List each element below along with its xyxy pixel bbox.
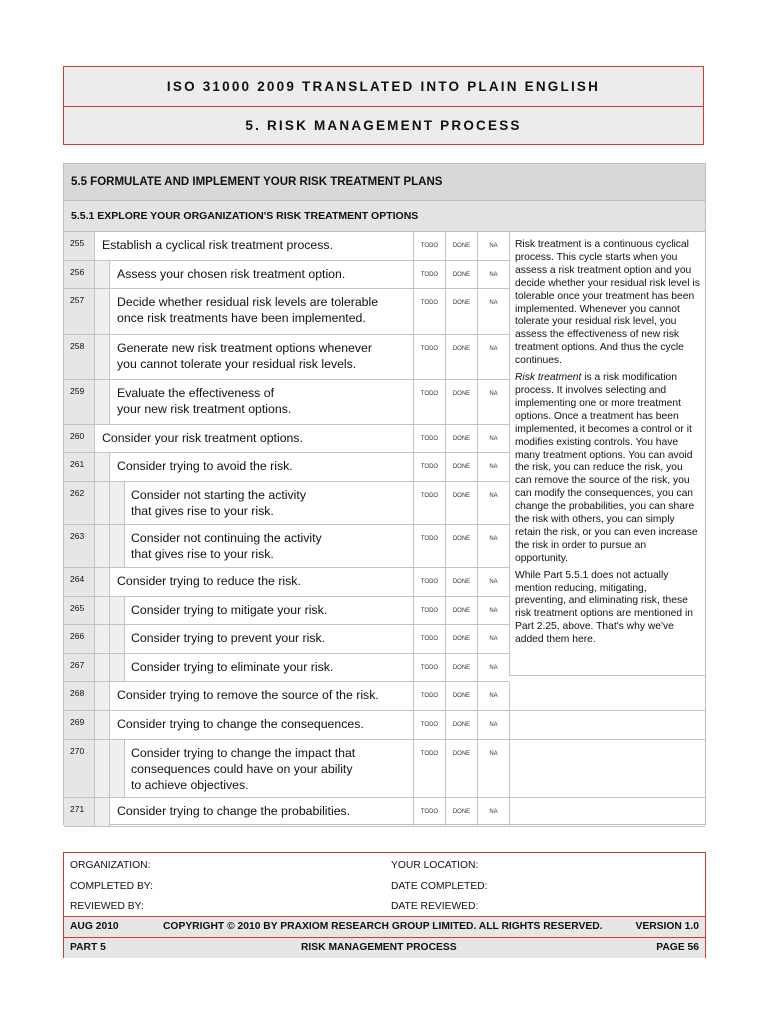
footer-part: PART 5 — [70, 942, 106, 953]
item-text: Consider not starting the activity that gives rise to your risk. — [131, 488, 306, 518]
indent-cell — [95, 740, 110, 797]
note-paragraph-3: While Part 5.5.1 does not actually mention reducing, mitigating, preventing, and eliminating risk, these risk treatment options are mentioned in Part 2.25, above. That's why we've added them here. — [515, 569, 693, 646]
checklist-row — [64, 625, 509, 654]
checklist-row — [64, 289, 509, 335]
completed-by-label: COMPLETED BY: — [70, 881, 153, 892]
date-completed-label: DATE COMPLETED: — [391, 881, 488, 892]
footer-version: VERSION 1.0 — [635, 921, 699, 932]
todo-checkbox[interactable]: TODO — [413, 380, 445, 424]
note-paragraph-1: Risk treatment is a continuous cyclical process. This cycle starts when you assess a risk treatment option and you decide whether your residual risk level is tolerable once your treatment has been implemented. Whenever you cannot tolerate your residual risk level, you assess the effectiveness of new risk treatment options. And thus the cycle continues. — [515, 239, 700, 367]
item-number: 268 — [64, 682, 95, 710]
explanatory-note — [509, 232, 705, 676]
indent-cell — [95, 261, 110, 288]
footer-copyright-bar — [64, 916, 705, 937]
item-text: Consider trying to mitigate your risk. — [131, 603, 328, 617]
na-checkbox[interactable]: NA — [477, 568, 509, 596]
na-checkbox[interactable]: NA — [477, 289, 509, 334]
done-checkbox[interactable]: DONE — [445, 482, 477, 524]
indent-cell — [95, 597, 110, 624]
item-text: Assess your chosen risk treatment option. — [117, 267, 346, 281]
na-checkbox[interactable]: NA — [477, 482, 509, 524]
todo-checkbox[interactable]: TODO — [413, 597, 445, 624]
todo-checkbox[interactable]: TODO — [413, 261, 445, 288]
checklist-row — [64, 798, 509, 827]
indent-cell — [95, 453, 110, 481]
section-heading: 5.5 FORMULATE AND IMPLEMENT YOUR RISK TREATMENT PLANS — [64, 164, 705, 201]
item-number: 262 — [64, 482, 95, 524]
todo-checkbox[interactable]: TODO — [413, 232, 445, 260]
item-number: 261 — [64, 453, 95, 481]
todo-checkbox[interactable]: TODO — [413, 711, 445, 739]
footer-copyright: COPYRIGHT © 2010 BY PRAXIOM RESEARCH GROUP LIMITED. ALL RIGHTS RESERVED. — [163, 921, 603, 932]
item-number: 271 — [64, 798, 95, 826]
na-checkbox[interactable]: NA — [477, 740, 509, 797]
done-checkbox[interactable]: DONE — [445, 425, 477, 452]
empty-note-cell — [509, 798, 705, 827]
item-number: 255 — [64, 232, 95, 260]
item-text: Consider trying to remove the source of the risk. — [117, 688, 379, 702]
todo-checkbox[interactable]: TODO — [413, 740, 445, 797]
location-label: YOUR LOCATION: — [391, 860, 479, 871]
item-text: Consider trying to change the probabilities. — [117, 804, 351, 818]
todo-checkbox[interactable]: TODO — [413, 482, 445, 524]
checklist-row — [64, 261, 509, 289]
indent-cell — [95, 335, 110, 379]
item-text: Generate new risk treatment options whenever you cannot tolerate your residual risk levels. — [117, 341, 372, 371]
todo-checkbox[interactable]: TODO — [413, 525, 445, 567]
todo-checkbox[interactable]: TODO — [413, 798, 445, 826]
note-paragraph-2 — [515, 372, 700, 566]
item-number: 266 — [64, 625, 95, 653]
checklist-row — [64, 232, 509, 261]
reviewed-by-label: REVIEWED BY: — [70, 901, 144, 912]
todo-checkbox[interactable]: TODO — [413, 425, 445, 452]
na-checkbox[interactable]: NA — [477, 232, 509, 260]
checklist-row — [64, 335, 509, 380]
item-text: Consider not continuing the activity that gives rise to your risk. — [131, 531, 322, 561]
done-checkbox[interactable]: DONE — [445, 232, 477, 260]
item-text: Consider trying to eliminate your risk. — [131, 660, 334, 674]
item-text: Consider trying to change the impact that consequences could have on your ability to achieve objectives. — [131, 746, 356, 792]
indent-cell — [95, 682, 110, 710]
item-number: 267 — [64, 654, 95, 681]
done-checkbox[interactable]: DONE — [445, 798, 477, 826]
done-checkbox[interactable]: DONE — [445, 625, 477, 653]
todo-checkbox[interactable]: TODO — [413, 568, 445, 596]
indent-cell — [95, 380, 110, 424]
done-checkbox[interactable]: DONE — [445, 711, 477, 739]
na-checkbox[interactable]: NA — [477, 425, 509, 452]
done-checkbox[interactable]: DONE — [445, 682, 477, 710]
empty-note-cell — [509, 711, 705, 740]
item-number: 264 — [64, 568, 95, 596]
na-checkbox[interactable]: NA — [477, 798, 509, 826]
item-number: 257 — [64, 289, 95, 334]
na-checkbox[interactable]: NA — [477, 335, 509, 379]
document-header — [63, 66, 704, 145]
checklist-row — [64, 425, 509, 453]
done-checkbox[interactable]: DONE — [445, 289, 477, 334]
item-text: Consider trying to avoid the risk. — [117, 459, 293, 473]
organization-label: ORGANIZATION: — [70, 860, 151, 871]
done-checkbox[interactable]: DONE — [445, 453, 477, 481]
item-number: 258 — [64, 335, 95, 379]
item-text: Consider your risk treatment options. — [102, 431, 303, 445]
indent-cell — [95, 711, 110, 739]
indent-cell — [95, 568, 110, 596]
indent-cell — [110, 625, 125, 653]
done-checkbox[interactable]: DONE — [445, 380, 477, 424]
indent-cell — [110, 654, 125, 681]
done-checkbox[interactable]: DONE — [445, 525, 477, 567]
done-checkbox[interactable]: DONE — [445, 740, 477, 797]
todo-checkbox[interactable]: TODO — [413, 625, 445, 653]
document-footer — [63, 852, 706, 958]
section-subheading: 5.5.1 EXPLORE YOUR ORGANIZATION'S RISK TREATMENT OPTIONS — [64, 201, 705, 232]
todo-checkbox[interactable]: TODO — [413, 335, 445, 379]
na-checkbox[interactable]: NA — [477, 380, 509, 424]
note-term: Risk treatment — [515, 372, 582, 384]
item-number: 260 — [64, 425, 95, 452]
na-checkbox[interactable]: NA — [477, 711, 509, 739]
item-text: Consider trying to change the consequences. — [117, 717, 364, 731]
checklist-row — [64, 482, 509, 525]
date-reviewed-label: DATE REVIEWED: — [391, 901, 479, 912]
document-subtitle: 5. RISK MANAGEMENT PROCESS — [245, 118, 522, 133]
done-checkbox[interactable]: DONE — [445, 654, 477, 681]
todo-checkbox[interactable]: TODO — [413, 682, 445, 710]
todo-checkbox[interactable]: TODO — [413, 654, 445, 681]
checklist-row — [64, 682, 509, 711]
indent-cell — [110, 597, 125, 624]
empty-note-cell — [509, 740, 705, 798]
na-checkbox[interactable]: NA — [477, 453, 509, 481]
done-checkbox[interactable]: DONE — [445, 261, 477, 288]
indent-cell — [95, 625, 110, 653]
footer-part-bar — [64, 937, 705, 958]
item-text: Consider trying to reduce the risk. — [117, 574, 301, 588]
note-paragraph-2-text: is a risk modification process. It involves selecting and implementing one or more treatment options. Once a treatment has been implemented, it becomes a control or it modifies existing controls. You have many treatment options. You can avoid the risk, you can reduce the risk, you can remove the source of the risk, you can modify the consequences, you can change the probabilities, you can share the risk with others, you can simply retain the risk, or you can even increase the risk in order to pursue an opportunity. — [515, 372, 698, 564]
na-checkbox[interactable]: NA — [477, 525, 509, 567]
indent-cell — [110, 525, 125, 567]
checklist-section — [63, 163, 706, 825]
na-checkbox[interactable]: NA — [477, 597, 509, 624]
na-checkbox[interactable]: NA — [477, 261, 509, 288]
item-number: 265 — [64, 597, 95, 624]
checklist-row — [64, 740, 509, 798]
item-number: 259 — [64, 380, 95, 424]
item-number: 270 — [64, 740, 95, 797]
checklist-row — [64, 654, 509, 682]
indent-cell — [95, 798, 110, 826]
na-checkbox[interactable]: NA — [477, 654, 509, 681]
checklist-row — [64, 568, 509, 597]
document-title: ISO 31000 2009 TRANSLATED INTO PLAIN ENGLISH — [64, 67, 703, 107]
footer-process: RISK MANAGEMENT PROCESS — [301, 942, 457, 953]
checklist-row — [64, 597, 509, 625]
checklist-row — [64, 380, 509, 425]
done-checkbox[interactable]: DONE — [445, 597, 477, 624]
item-text: Decide whether residual risk levels are tolerable once risk treatments have been implemented. — [117, 295, 379, 325]
item-text: Consider trying to prevent your risk. — [131, 631, 326, 645]
todo-checkbox[interactable]: TODO — [413, 289, 445, 334]
indent-cell — [95, 289, 110, 334]
item-text: Establish a cyclical risk treatment process. — [102, 238, 333, 252]
done-checkbox[interactable]: DONE — [445, 568, 477, 596]
indent-cell — [95, 525, 110, 567]
item-number: 269 — [64, 711, 95, 739]
todo-checkbox[interactable]: TODO — [413, 453, 445, 481]
item-number: 256 — [64, 261, 95, 288]
checklist-row — [64, 525, 509, 568]
na-checkbox[interactable]: NA — [477, 625, 509, 653]
checklist-row — [64, 453, 509, 482]
checklist-row — [64, 711, 509, 740]
indent-cell — [95, 482, 110, 524]
item-number: 263 — [64, 525, 95, 567]
footer-page: PAGE 56 — [656, 942, 699, 953]
indent-cell — [95, 654, 110, 681]
footer-date: AUG 2010 — [70, 921, 119, 932]
empty-note-cell — [509, 682, 705, 711]
na-checkbox[interactable]: NA — [477, 682, 509, 710]
indent-cell — [110, 482, 125, 524]
indent-cell — [110, 740, 125, 797]
done-checkbox[interactable]: DONE — [445, 335, 477, 379]
item-text: Evaluate the effectiveness of your new risk treatment options. — [117, 386, 292, 416]
